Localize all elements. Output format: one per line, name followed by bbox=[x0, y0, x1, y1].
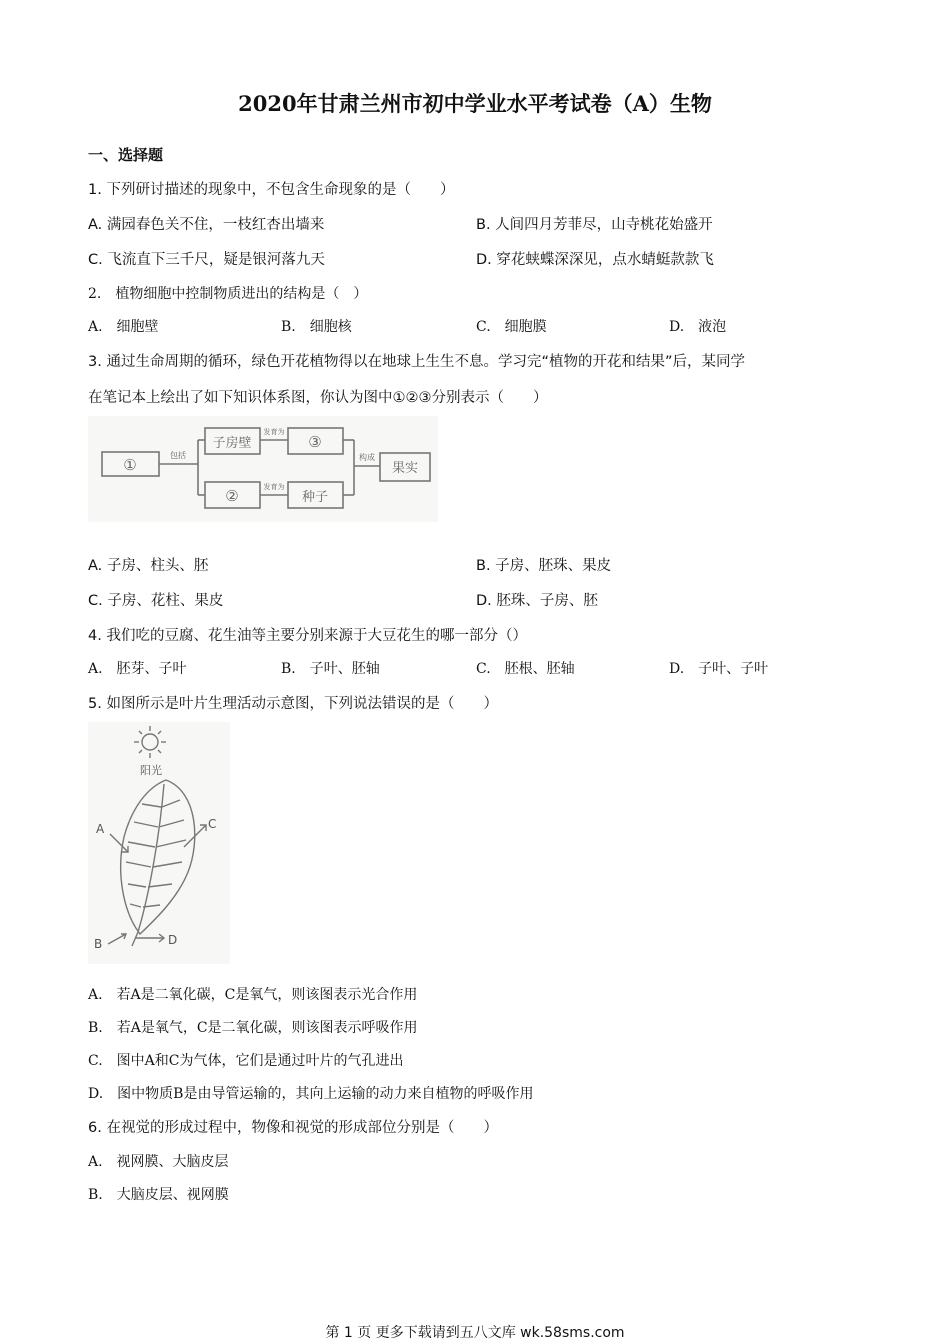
q5-stem: 5. 如图所示是叶片生理活动示意图，下列说法错误的是（ ） bbox=[88, 696, 498, 712]
diagram-label-include: 包括 bbox=[170, 451, 186, 460]
diagram-label-ovary-wall: 子房壁 bbox=[212, 436, 252, 451]
q3-stem-line1: 3. 通过生命周期的循环，绿色开花植物得以在地球上生生不息。学习完“植物的开花和结果”后，某同学 bbox=[88, 354, 745, 370]
leaf-icon bbox=[121, 780, 195, 934]
q4-option-d: D. 子叶、子叶 bbox=[669, 661, 769, 677]
section-heading: 一、选择题 bbox=[88, 146, 164, 164]
q5-option-c: C. 图中A和C为气体，它们是通过叶片的气孔进出 bbox=[88, 1053, 404, 1069]
leaf-label-a: A bbox=[96, 822, 105, 836]
q3-option-a: A. 子房、柱头、胚 bbox=[88, 558, 209, 574]
sun-icon bbox=[142, 734, 158, 750]
q1-option-b: B. 人间四月芳菲尽，山寺桃花始盛开 bbox=[476, 217, 713, 233]
knowledge-diagram-svg bbox=[88, 416, 438, 522]
leaf-label-b: B bbox=[94, 937, 103, 951]
q2-option-b: B. 细胞核 bbox=[281, 319, 352, 335]
diagram-label-develop-1: 发育为 bbox=[263, 428, 285, 436]
diagram-label-fruit: 果实 bbox=[391, 461, 419, 476]
q4-option-a: A. 胚芽、子叶 bbox=[88, 661, 187, 677]
knowledge-diagram bbox=[88, 416, 438, 522]
leaf-label-c: C bbox=[208, 817, 217, 831]
q5-option-d: D. 图中物质B是由导管运输的，其向上运输的动力来自植物的呼吸作用 bbox=[88, 1086, 534, 1102]
q1-option-a: A. 满园春色关不住，一枝红杏出墙来 bbox=[88, 217, 325, 233]
diagram-label-seed: 种子 bbox=[301, 490, 329, 505]
q3-option-c: C. 子房、花柱、果皮 bbox=[88, 593, 224, 609]
diagram-label-compose: 构成 bbox=[359, 453, 375, 462]
q6-option-a: A. 视网膜、大脑皮层 bbox=[88, 1154, 229, 1170]
q1-option-c: C. 飞流直下三千尺，疑是银河落九天 bbox=[88, 252, 325, 268]
q4-option-b: B. 子叶、胚轴 bbox=[281, 661, 380, 677]
diagram-label-3: ③ bbox=[308, 433, 322, 451]
q2-stem: 2. 植物细胞中控制物质进出的结构是（ ） bbox=[88, 286, 368, 302]
q5-option-a: A. 若A是二氧化碳，C是氧气，则该图表示光合作用 bbox=[88, 987, 418, 1003]
leaf-diagram bbox=[88, 722, 230, 964]
q5-option-b: B. 若A是氧气，C是二氧化碳，则该图表示呼吸作用 bbox=[88, 1020, 418, 1036]
leaf-label-d: D bbox=[168, 933, 178, 947]
q2-option-d: D. 液泡 bbox=[669, 319, 727, 335]
page-footer: 第 1 页 更多下载请到五八文库 wk.58sms.com bbox=[325, 1325, 625, 1341]
q1-stem: 1. 下列研讨描述的现象中，不包含生命现象的是（ ） bbox=[88, 182, 455, 198]
sun-label: 阳光 bbox=[140, 764, 162, 777]
q6-option-b: B. 大脑皮层、视网膜 bbox=[88, 1187, 229, 1203]
q6-stem: 6. 在视觉的形成过程中，物像和视觉的形成部位分别是（ ） bbox=[88, 1120, 498, 1136]
q4-stem: 4. 我们吃的豆腐、花生油等主要分别来源于大豆花生的哪一部分（） bbox=[88, 628, 527, 644]
q3-option-b: B. 子房、胚珠、果皮 bbox=[476, 558, 612, 574]
q3-option-d: D. 胚珠、子房、胚 bbox=[476, 593, 598, 609]
q3-stem-line2: 在笔记本上绘出了如下知识体系图，你认为图中①②③分别表示（ ） bbox=[88, 390, 548, 406]
q4-option-c: C. 胚根、胚轴 bbox=[476, 661, 575, 677]
diagram-label-1: ① bbox=[123, 456, 137, 474]
diagram-label-develop-2: 发育为 bbox=[263, 483, 285, 491]
q2-option-c: C. 细胞膜 bbox=[476, 319, 547, 335]
diagram-label-2: ② bbox=[225, 487, 239, 505]
q2-option-a: A. 细胞壁 bbox=[88, 319, 159, 335]
leaf-diagram-svg bbox=[88, 722, 230, 964]
page-title: 2020年甘肃兰州市初中学业水平考试卷（A）生物 bbox=[238, 91, 712, 116]
q1-option-d: D. 穿花蛱蝶深深见，点水蜻蜓款款飞 bbox=[476, 252, 714, 268]
